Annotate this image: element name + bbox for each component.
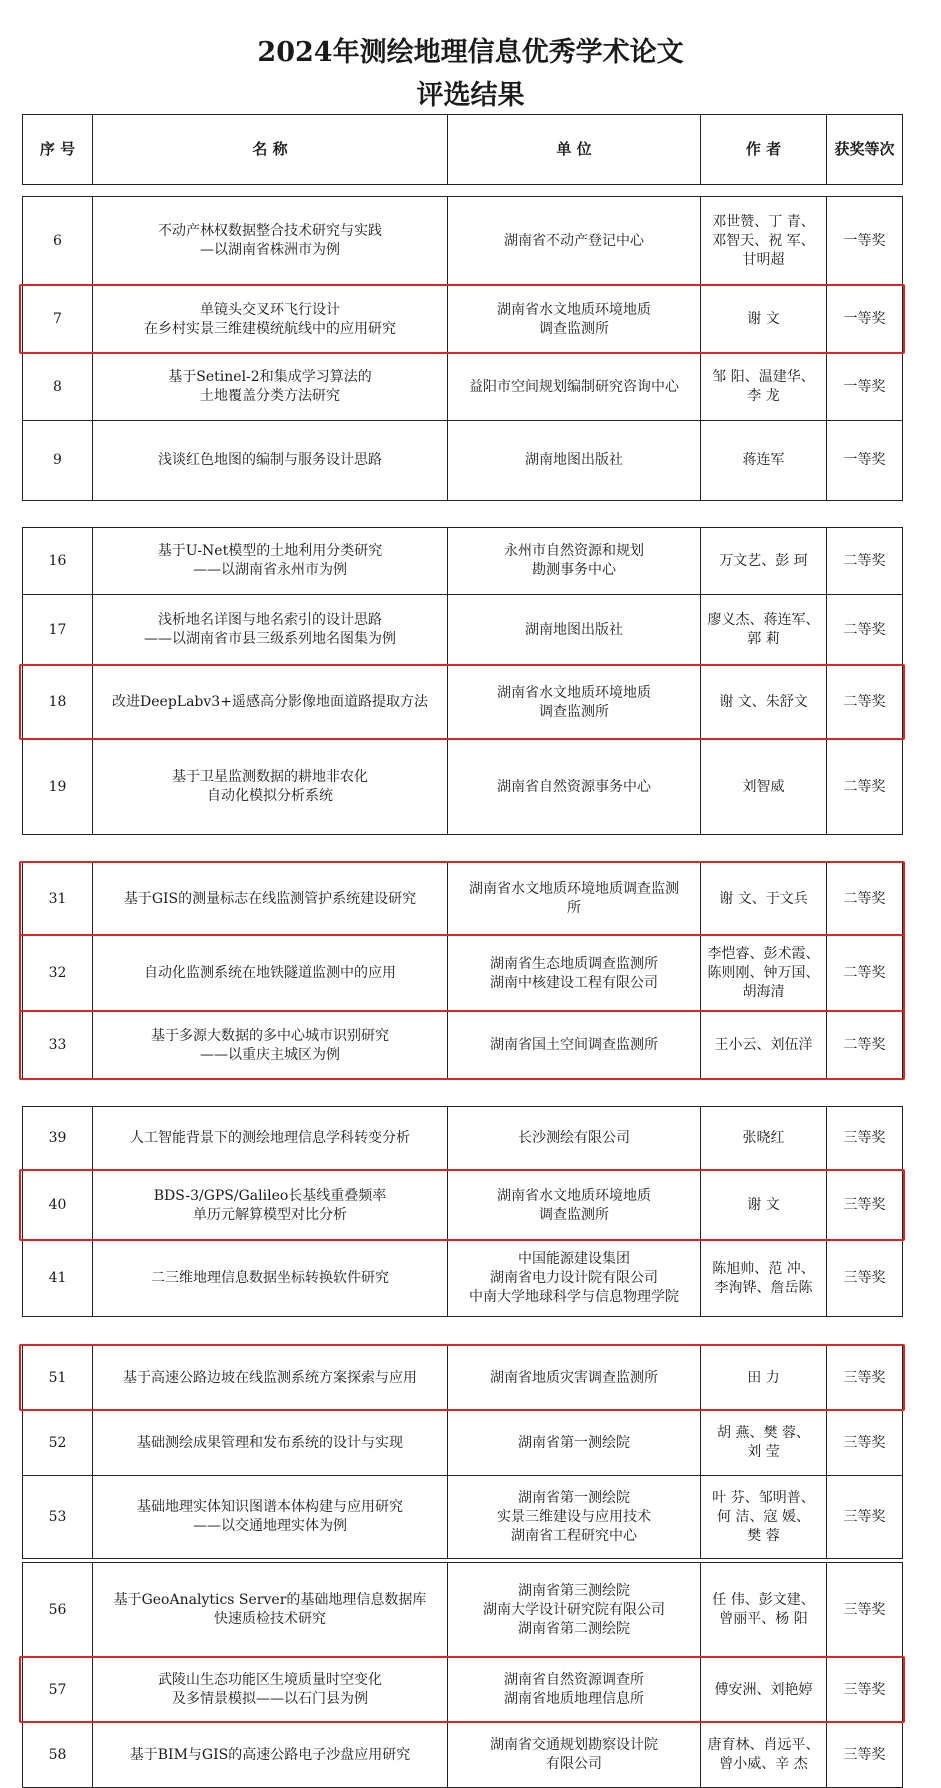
cell-unit — [448, 421, 701, 501]
cell-name-line: 基于Setinel-2和集成学习算法的 — [168, 369, 372, 385]
cell-name-line: 浅析地名详图与地名索引的设计思路 — [158, 612, 382, 628]
cell-no: 32 — [23, 936, 93, 1012]
header-unit: 单 位 — [448, 115, 701, 185]
table-row — [23, 595, 903, 666]
cell-author-line: 刘智威 — [742, 778, 785, 795]
cell-unit-line: 湖南省第一测绘院 — [518, 1489, 630, 1506]
cell-award: 三等奖 — [827, 1107, 903, 1171]
cell-unit — [448, 1107, 701, 1171]
cell-author-line: 田 力 — [747, 1369, 780, 1386]
cell-unit-line: 湖南省地质地理信息所 — [504, 1691, 644, 1707]
cell-award: 二等奖 — [827, 666, 903, 740]
cell-name-line: 单历元解算模型对比分析 — [193, 1206, 347, 1223]
cell-unit-line: 湖南省水文地质环境地质 — [497, 1187, 651, 1204]
cell-award: 三等奖 — [827, 1723, 903, 1788]
cell-name-line: ——以重庆主城区为例 — [200, 1046, 340, 1063]
cell-no: 51 — [23, 1346, 93, 1411]
cell-author-line: 刘 莹 — [747, 1444, 780, 1460]
cell-name-line: 改进DeepLabv3+遥感高分影像地面道路提取方法 — [112, 694, 428, 710]
cell-unit-line: 湖南省水文地质环境地质 — [497, 684, 651, 701]
table-row — [23, 421, 903, 501]
table-row — [23, 354, 903, 421]
cell-name — [93, 197, 448, 286]
cell-author — [701, 1411, 827, 1476]
cell-unit — [448, 1476, 701, 1559]
table-row — [23, 1107, 903, 1171]
cell-author — [701, 286, 827, 354]
cell-no: 57 — [23, 1658, 93, 1723]
cell-author — [701, 421, 827, 501]
cell-unit — [448, 286, 701, 354]
cell-unit — [448, 197, 701, 286]
table-row — [23, 1723, 903, 1788]
cell-unit-line: 湖南省水文地质环境地质调查监测 — [469, 881, 679, 897]
cell-author-line: 胡 燕、樊 蓉、 — [717, 1425, 810, 1441]
table-row — [23, 1012, 903, 1080]
cell-author — [701, 528, 827, 595]
cell-author-line: 叶 芬、邹明普、 — [712, 1489, 815, 1506]
cell-unit-line: 勘测事务中心 — [532, 562, 616, 578]
cell-award: 一等奖 — [827, 421, 903, 501]
cell-unit-line: 湖南中核建设工程有限公司 — [490, 974, 658, 991]
cell-award: 一等奖 — [827, 286, 903, 354]
cell-author-line: 李恺睿、彭术霞、 — [707, 946, 820, 962]
cell-author-line: 蒋连军 — [742, 452, 785, 468]
cell-no: 18 — [23, 666, 93, 740]
result-block — [22, 1562, 903, 1788]
cell-author — [701, 1346, 827, 1411]
cell-unit-line: 湖南地图出版社 — [525, 452, 623, 468]
cell-author-line: 王小云、刘伍洋 — [714, 1037, 813, 1053]
cell-name — [93, 1012, 448, 1080]
cell-name-line: BDS-3/GPS/Galileo长基线重叠频率 — [153, 1187, 387, 1204]
cell-author-line: 傅安洲、刘艳婷 — [714, 1681, 813, 1698]
cell-author — [701, 1171, 827, 1241]
header-name: 名 称 — [93, 115, 448, 185]
cell-unit — [448, 1658, 701, 1723]
cell-no: 17 — [23, 595, 93, 666]
cell-name-line: 基于多源大数据的多中心城市识别研究 — [151, 1027, 389, 1044]
cell-name — [93, 863, 448, 936]
cell-no: 7 — [23, 286, 93, 354]
cell-name-line: 人工智能背景下的测绘地理信息学科转变分析 — [130, 1130, 410, 1146]
cell-name — [93, 1241, 448, 1317]
cell-author-line: 谢 文 — [747, 311, 780, 327]
cell-author — [701, 1476, 827, 1559]
cell-unit-line: 湖南省交通规划勘察设计院 — [490, 1737, 658, 1753]
cell-author-line: 甘明超 — [742, 251, 785, 268]
cell-unit — [448, 1012, 701, 1080]
cell-name-line: 浅谈红色地图的编制与服务设计思路 — [158, 452, 382, 468]
cell-name — [93, 354, 448, 421]
cell-author — [701, 595, 827, 666]
cell-award: 三等奖 — [827, 1563, 903, 1658]
cell-award: 三等奖 — [827, 1411, 903, 1476]
cell-unit-line: 中南大学地球科学与信息物理学院 — [469, 1289, 679, 1305]
cell-unit — [448, 595, 701, 666]
cell-unit — [448, 1563, 701, 1658]
cell-name — [93, 1171, 448, 1241]
cell-name-line: 在乡村实景三维建模统航线中的应用研究 — [144, 320, 396, 337]
table-row — [23, 1476, 903, 1559]
cell-unit — [448, 528, 701, 595]
cell-author-line: 唐育林、肖远平、 — [707, 1737, 820, 1753]
cell-award: 二等奖 — [827, 595, 903, 666]
table-row — [23, 1411, 903, 1476]
cell-no: 58 — [23, 1723, 93, 1788]
cell-author-line: 任 伟、彭文建、 — [712, 1592, 815, 1608]
cell-unit-line: 实景三维建设与应用技术 — [497, 1508, 651, 1525]
cell-name-line: ——以湖南省永州市为例 — [193, 562, 347, 578]
cell-author-line: 曾丽平、杨 阳 — [719, 1611, 808, 1627]
cell-no: 31 — [23, 863, 93, 936]
cell-award: 二等奖 — [827, 1012, 903, 1080]
cell-unit — [448, 354, 701, 421]
cell-unit — [448, 1723, 701, 1788]
cell-name — [93, 1411, 448, 1476]
cell-name — [93, 1658, 448, 1723]
cell-unit — [448, 936, 701, 1012]
cell-award: 一等奖 — [827, 354, 903, 421]
cell-no: 39 — [23, 1107, 93, 1171]
cell-name — [93, 421, 448, 501]
cell-no: 9 — [23, 421, 93, 501]
cell-name-line: 基于U-Net模型的土地利用分类研究 — [157, 543, 383, 559]
cell-name-line: 基于卫星监测数据的耕地非农化 — [172, 769, 368, 785]
cell-unit — [448, 666, 701, 740]
cell-author-line: 张晓红 — [742, 1130, 785, 1146]
cell-no: 41 — [23, 1241, 93, 1317]
cell-name-line: ——以湖南省市县三级系列地名图集为例 — [144, 631, 396, 647]
cell-author — [701, 1658, 827, 1723]
cell-author-line: 谢 文、于文兵 — [719, 890, 808, 907]
cell-unit-line: 益阳市空间规划编制研究咨询中心 — [469, 378, 679, 395]
table-row — [23, 863, 903, 936]
cell-name-line: ——以交通地理实体为例 — [193, 1518, 347, 1534]
cell-author-line: 邓世赞、丁 青、 — [712, 213, 815, 230]
table-row — [23, 666, 903, 740]
cell-no: 33 — [23, 1012, 93, 1080]
header-table — [22, 114, 903, 185]
cell-name — [93, 1723, 448, 1788]
cell-name-line: 自动化监测系统在地铁隧道监测中的应用 — [144, 965, 396, 981]
cell-unit-line: 湖南省自然资源事务中心 — [497, 778, 651, 795]
cell-author-line: 何 洁、寇 媛、 — [717, 1508, 810, 1525]
cell-author — [701, 1723, 827, 1788]
cell-unit-line: 调查监测所 — [539, 1206, 609, 1223]
cell-award: 二等奖 — [827, 936, 903, 1012]
cell-unit — [448, 740, 701, 835]
cell-no: 19 — [23, 740, 93, 835]
table-row — [23, 1241, 903, 1317]
cell-name — [93, 1107, 448, 1171]
cell-author-line: 邓智天、祝 军、 — [712, 232, 815, 249]
cell-award: 二等奖 — [827, 740, 903, 835]
cell-unit — [448, 1411, 701, 1476]
cell-award: 二等奖 — [827, 863, 903, 936]
table-row — [23, 286, 903, 354]
cell-unit-line: 湖南省水文地质环境地质 — [497, 301, 651, 318]
cell-author-line: 陈旭帅、范 冲、 — [712, 1260, 815, 1277]
cell-author-line: 廖义杰、蒋连军、 — [707, 612, 820, 628]
cell-unit-line: 湖南省生态地质调查监测所 — [490, 955, 658, 972]
cell-unit-line: 调查监测所 — [539, 320, 609, 337]
cell-name — [93, 286, 448, 354]
cell-unit-line: 长沙测绘有限公司 — [518, 1130, 630, 1146]
cell-author-line: 李洵铧、詹岳陈 — [714, 1279, 813, 1296]
cell-unit — [448, 1241, 701, 1317]
cell-author-line: 樊 蓉 — [747, 1527, 780, 1544]
cell-author-line: 曾小威、辛 杰 — [719, 1756, 808, 1772]
cell-unit-line: 湖南大学设计研究院有限公司 — [483, 1601, 665, 1618]
title-line-2: 评选结果 — [416, 80, 525, 111]
header-row — [23, 115, 903, 185]
cell-name — [93, 936, 448, 1012]
cell-author-line: 邹 阳、温建华、 — [712, 369, 815, 385]
cell-name-line: 土地覆盖分类方法研究 — [200, 388, 340, 404]
cell-author-line: 李 龙 — [747, 388, 780, 404]
cell-author — [701, 740, 827, 835]
cell-name — [93, 595, 448, 666]
cell-name — [93, 1476, 448, 1559]
cell-author-line: 万文艺、彭 珂 — [719, 552, 808, 569]
cell-author — [701, 1241, 827, 1317]
cell-name-line: 武陵山生态功能区生境质量时空变化 — [158, 1672, 382, 1688]
cell-award: 三等奖 — [827, 1658, 903, 1723]
cell-no: 16 — [23, 528, 93, 595]
cell-unit — [448, 1346, 701, 1411]
cell-unit-line: 湖南省电力设计院有限公司 — [490, 1270, 658, 1286]
cell-no: 52 — [23, 1411, 93, 1476]
table-row — [23, 1171, 903, 1241]
title-line-1: 2024年测绘地理信息优秀学术论文 — [257, 37, 684, 68]
cell-name-line: 二三维地理信息数据坐标转换软件研究 — [151, 1270, 389, 1286]
cell-unit-line: 湖南省工程研究中心 — [511, 1527, 637, 1544]
cell-award: 三等奖 — [827, 1346, 903, 1411]
table-row — [23, 740, 903, 835]
cell-name-line: 基于高速公路边坡在线监测系统方案探索与应用 — [123, 1369, 417, 1386]
cell-unit — [448, 1171, 701, 1241]
cell-name — [93, 528, 448, 595]
cell-author — [701, 863, 827, 936]
result-block — [22, 1345, 903, 1559]
cell-name-line: 不动产林权数据整合技术研究与实践 — [158, 223, 382, 239]
cell-name-line: 及多情景模拟——以石门县为例 — [172, 1691, 368, 1707]
cell-unit-line: 湖南地图出版社 — [525, 621, 623, 638]
cell-no: 53 — [23, 1476, 93, 1559]
cell-author-line: 陈则刚、钟万国、 — [707, 965, 820, 981]
result-block — [22, 1106, 903, 1317]
cell-name — [93, 740, 448, 835]
cell-author — [701, 1107, 827, 1171]
cell-unit-line: 湖南省第三测绘院 — [518, 1582, 630, 1599]
cell-name-line: 基于BIM与GIS的高速公路电子沙盘应用研究 — [129, 1746, 411, 1763]
cell-no: 56 — [23, 1563, 93, 1658]
cell-unit-line: 有限公司 — [546, 1756, 602, 1772]
cell-author — [701, 1563, 827, 1658]
table-row — [23, 936, 903, 1012]
cell-author-line: 谢 文 — [747, 1197, 780, 1213]
cell-name-line: 自动化模拟分析系统 — [207, 788, 333, 804]
cell-no: 40 — [23, 1171, 93, 1241]
cell-unit-line: 湖南省地质灾害调查监测所 — [490, 1369, 658, 1386]
table-row — [23, 1658, 903, 1723]
cell-author — [701, 354, 827, 421]
cell-name-line: 快速质检技术研究 — [214, 1611, 326, 1627]
cell-unit-line: 中国能源建设集团 — [518, 1251, 630, 1267]
table-row — [23, 1346, 903, 1411]
cell-unit-line: 永州市自然资源和规划 — [504, 543, 644, 559]
cell-name — [93, 1346, 448, 1411]
cell-award: 三等奖 — [827, 1476, 903, 1559]
cell-award: 一等奖 — [827, 197, 903, 286]
cell-award: 三等奖 — [827, 1171, 903, 1241]
cell-award: 二等奖 — [827, 528, 903, 595]
cell-name-line: —以湖南省株洲市为例 — [200, 242, 340, 258]
cell-award: 三等奖 — [827, 1241, 903, 1317]
cell-unit — [448, 863, 701, 936]
result-block — [22, 862, 903, 1080]
header-award: 获奖等次 — [827, 115, 903, 185]
cell-unit-line: 湖南省第一测绘院 — [518, 1434, 630, 1451]
cell-no: 6 — [23, 197, 93, 286]
cell-unit-line: 湖南省第二测绘院 — [518, 1620, 630, 1637]
cell-name-line: 基于GeoAnalytics Server的基础地理信息数据库 — [113, 1592, 427, 1608]
cell-author-line: 郭 莉 — [747, 631, 780, 647]
table-row — [23, 1563, 903, 1658]
cell-name-line: 基于GIS的测量标志在线监测管护系统建设研究 — [123, 890, 417, 907]
cell-author — [701, 936, 827, 1012]
cell-author — [701, 197, 827, 286]
cell-no: 8 — [23, 354, 93, 421]
cell-name-line: 基础地理实体知识图谱本体构建与应用研究 — [137, 1499, 403, 1515]
cell-unit-line: 湖南省自然资源调查所 — [504, 1672, 644, 1688]
cell-unit-line: 湖南省不动产登记中心 — [504, 232, 644, 249]
result-block — [22, 196, 903, 501]
cell-name-line: 基础测绘成果管理和发布系统的设计与实现 — [137, 1434, 403, 1451]
cell-unit-line: 湖南省国土空间调查监测所 — [490, 1037, 658, 1053]
cell-author — [701, 1012, 827, 1080]
cell-unit-line: 所 — [567, 900, 581, 916]
cell-name — [93, 1563, 448, 1658]
table-row — [23, 197, 903, 286]
result-block — [22, 527, 903, 835]
cell-author-line: 胡海清 — [742, 984, 785, 1000]
header-author: 作 者 — [701, 115, 827, 185]
cell-author-line: 谢 文、朱舒文 — [719, 694, 808, 710]
cell-author — [701, 666, 827, 740]
cell-unit-line: 调查监测所 — [539, 703, 609, 720]
cell-name-line: 单镜头交叉环飞行设计 — [200, 301, 340, 318]
header-no: 序 号 — [23, 115, 93, 185]
cell-name — [93, 666, 448, 740]
table-row — [23, 528, 903, 595]
